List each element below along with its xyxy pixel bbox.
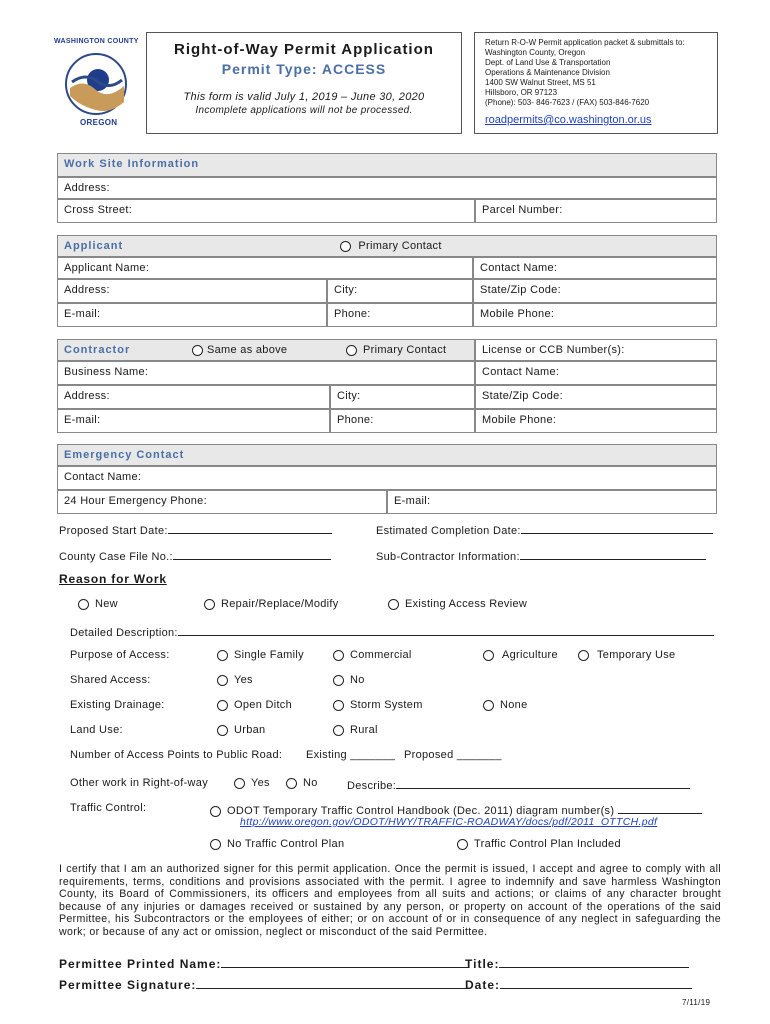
drainage-none-radio[interactable] xyxy=(483,700,494,711)
open-ditch-radio[interactable] xyxy=(217,700,228,711)
repair-radio[interactable] xyxy=(204,599,215,610)
work-site-heading: Work Site Information xyxy=(57,153,717,177)
reason-heading: Reason for Work xyxy=(59,572,167,586)
email-link[interactable]: roadpermits@co.washington.or.us xyxy=(485,114,652,126)
county-logo xyxy=(52,36,140,132)
signature-field[interactable]: Permittee Signature: xyxy=(59,977,470,992)
printed-name-field[interactable]: Permittee Printed Name: xyxy=(59,956,469,971)
applicant-address-field[interactable]: Address: xyxy=(57,279,327,303)
storm-system-radio[interactable] xyxy=(333,700,344,711)
applicant-email-field[interactable]: E-mail: xyxy=(57,303,327,327)
emergency-heading: Emergency Contact xyxy=(57,444,717,466)
title-box xyxy=(146,32,462,134)
business-name-field[interactable]: Business Name: xyxy=(57,361,475,385)
odot-radio[interactable] xyxy=(210,806,221,817)
rural-radio[interactable] xyxy=(333,725,344,736)
logo-top-text: WASHINGTON COUNTY xyxy=(54,38,139,45)
return-line: Hillsboro, OR 97123 xyxy=(485,88,558,97)
same-as-above-radio[interactable] xyxy=(192,345,203,356)
return-line: Dept. of Land Use & Transportation xyxy=(485,58,611,67)
plan-included-radio[interactable] xyxy=(457,839,468,850)
other-yes-radio[interactable] xyxy=(234,778,245,789)
title-field[interactable]: Title: xyxy=(465,956,689,971)
page-title: Right-of-Way Permit Application xyxy=(174,41,434,58)
valid-dates: This form is valid July 1, 2019 – June 30, 2020 xyxy=(183,91,425,103)
no-plan-radio[interactable] xyxy=(210,839,221,850)
applicant-city-field[interactable]: City: xyxy=(327,279,473,303)
contractor-state-field[interactable]: State/Zip Code: xyxy=(475,385,717,409)
contractor-email-field[interactable]: E-mail: xyxy=(57,409,330,433)
incomplete-note: Incomplete applications will not be processed. xyxy=(195,105,413,116)
cross-street-field[interactable]: Cross Street: xyxy=(57,199,475,223)
work-site-address[interactable]: Address: xyxy=(57,177,717,199)
permit-type: Permit Type: ACCESS xyxy=(221,61,387,77)
access-points-label: Number of Access Points to Public Road: xyxy=(70,749,283,761)
emergency-email-field[interactable]: E-mail: xyxy=(387,490,717,514)
applicant-contact-field[interactable]: Contact Name: xyxy=(473,257,717,279)
purpose-label: Purpose of Access: xyxy=(70,649,170,661)
drainage-label: Existing Drainage: xyxy=(70,699,165,711)
urban-radio[interactable] xyxy=(217,725,228,736)
contractor-phone-field[interactable]: Phone: xyxy=(330,409,475,433)
revision-date: 7/11/19 xyxy=(682,998,711,1007)
certification-text: I certify that I am an authorized signer for this permit application. Once the permit is issued, I accept and agree to comply with all requirements, terms, conditions and provisions associated with the permit. I agree to indemnify and save harmless Washington County, its Board of Commissioners, its officers and employees from all suits and actions; or claims of any character brought because of any injuries or damages received or sustained by any person, or property on account of the operations of the said Permittee, his Subcontractors or the employees of either; or on account of or in consequence of any neglect in safeguarding the work; or because of any act or omission, neglect or misconduct of the said Permittee. xyxy=(59,863,721,938)
shared-label: Shared Access: xyxy=(70,674,151,686)
completion-date-field[interactable]: Estimated Completion Date: xyxy=(376,522,713,537)
agriculture-radio[interactable] xyxy=(483,650,494,661)
new-radio[interactable] xyxy=(78,599,89,610)
ottch-link[interactable]: http://www.oregon.gov/ODOT/HWY/TRAFFIC-ROADWAY/docs/pdf/2011_OTTCH.pdf xyxy=(240,816,658,828)
temporary-use-radio[interactable] xyxy=(578,650,589,661)
emergency-phone-field[interactable]: 24 Hour Emergency Phone: xyxy=(57,490,387,514)
proposed-points-field[interactable]: Proposed _______ xyxy=(404,749,502,761)
existing-points-field[interactable]: Existing _______ xyxy=(306,749,396,761)
single-family-radio[interactable] xyxy=(217,650,228,661)
detailed-description-field[interactable]: Detailed Description: xyxy=(70,624,714,639)
contractor-mobile-field[interactable]: Mobile Phone: xyxy=(475,409,717,433)
license-field[interactable]: License or CCB Number(s): xyxy=(475,339,717,361)
contractor-primary-radio[interactable] xyxy=(346,345,357,356)
return-line: Return R-O-W Permit application packet & submittals to: xyxy=(485,38,685,47)
applicant-mobile-field[interactable]: Mobile Phone: xyxy=(473,303,717,327)
shared-yes-radio[interactable] xyxy=(217,675,228,686)
parcel-number-field[interactable]: Parcel Number: xyxy=(475,199,717,223)
shared-no-radio[interactable] xyxy=(333,675,344,686)
other-work-label: Other work in Right-of-way xyxy=(70,777,209,789)
subcontractor-field[interactable]: Sub-Contractor Information: xyxy=(376,548,706,563)
return-line: (Phone): 503- 846-7623 / (FAX) 503-846-7620 xyxy=(485,98,650,107)
logo-bottom-text: OREGON xyxy=(80,118,118,127)
return-line: Washington County, Oregon xyxy=(485,48,586,57)
applicant-phone-field[interactable]: Phone: xyxy=(327,303,473,327)
contractor-address-field[interactable]: Address: xyxy=(57,385,330,409)
applicant-heading: Applicant Primary Contact xyxy=(57,235,717,257)
return-address xyxy=(485,38,707,108)
case-file-field[interactable]: County Case File No.: xyxy=(59,548,331,563)
return-line: 1400 SW Walnut Street, MS 51 xyxy=(485,78,596,87)
traffic-control-label: Traffic Control: xyxy=(70,802,147,814)
applicant-name-field[interactable]: Applicant Name: xyxy=(57,257,473,279)
review-radio[interactable] xyxy=(388,599,399,610)
land-use-label: Land Use: xyxy=(70,724,123,736)
applicant-primary-radio[interactable] xyxy=(340,241,351,252)
start-date-field[interactable]: Proposed Start Date: xyxy=(59,522,332,537)
describe-field[interactable]: Describe: xyxy=(347,777,690,792)
contractor-contact-field[interactable]: Contact Name: xyxy=(475,361,717,385)
other-no-radio[interactable] xyxy=(286,778,297,789)
emergency-contact-field[interactable]: Contact Name: xyxy=(57,466,717,490)
contractor-heading: Contractor Same as above Primary Contact xyxy=(57,339,475,361)
return-address-box xyxy=(474,32,718,134)
commercial-radio[interactable] xyxy=(333,650,344,661)
contractor-city-field[interactable]: City: xyxy=(330,385,475,409)
applicant-state-field[interactable]: State/Zip Code: xyxy=(473,279,717,303)
return-line: Operations & Maintenance Division xyxy=(485,68,610,77)
date-field[interactable]: Date: xyxy=(465,977,692,992)
